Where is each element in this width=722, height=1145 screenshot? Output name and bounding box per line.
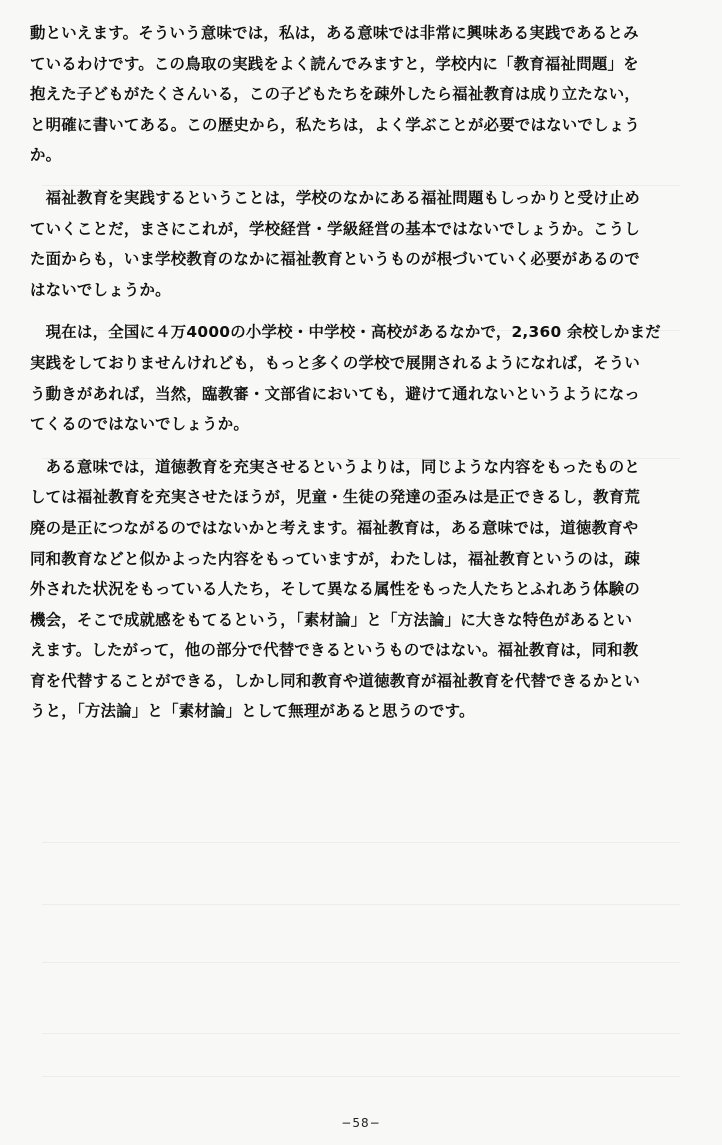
text-line: う動きがあれば，当然，臨教審・文部省においても，避けて通れないというようになっ [30, 384, 640, 403]
text-line: 抱えた子どもがたくさんいる，この子どもたちを疎外したら福祉教育は成り立たない， [30, 85, 640, 104]
text-line: 福祉教育を実践するということは，学校のなかにある福祉問題もしっかりと受け止め [30, 188, 640, 207]
paragraph-gap [30, 305, 690, 317]
paragraph-gap [30, 440, 690, 452]
text-line: 育を代替することができる，しかし同和教育や道徳教育が福祉教育を代替できるかとい [30, 671, 640, 690]
text-line: 現在は，全国に４万4000の小学校・中学校・高校があるなかで，2,360 余校しかまだ [30, 323, 661, 342]
text-line: はないでしょうか。 [30, 280, 171, 299]
document-body [30, 18, 690, 727]
text-line: ているわけです。この鳥取の実践をよく読んでみますと，学校内に「教育福祉問題」を [30, 54, 639, 73]
text-line: 動といえます。そういう意味では，私は，ある意味では非常に興味ある実践であるとみ [30, 24, 639, 42]
text-line: 機会，そこで成就感をもてるという，「素材論」と「方法論」に大きな特色があるとい [30, 610, 633, 629]
page-number: −58− [341, 1116, 381, 1130]
paragraph-gap [30, 171, 690, 183]
text-line: 実践をしておりませんけれども，もっと多くの学校で展開されるようになれば，そうい [30, 353, 640, 372]
text-line: えます。したがって，他の部分で代替できるというものではない。福祉教育は，同和教 [30, 641, 639, 660]
scan-artifact [42, 904, 680, 905]
text-line: と明確に書いてある。この歴史から，私たちは，よく学ぶことが必要ではないでしょう [30, 115, 640, 134]
text-line: 廃の是正につながるのではないかと考えます。福祉教育は，ある意味では，道徳教育や [30, 518, 639, 537]
text-line: ある意味では，道徳教育を充実させるというよりは，同じような内容をもったものと [30, 457, 640, 476]
text-line: 外された状況をもっている人たち，そして異なる属性をもった人たちとふれあう体験の [30, 580, 640, 599]
text-line: か。 [30, 146, 62, 165]
scan-artifact [42, 962, 680, 963]
text-line: うと，「方法論」と「素材論」として無理があると思うのです。 [30, 702, 475, 721]
scan-artifact [42, 842, 680, 843]
scan-artifact [42, 1033, 680, 1034]
text-line: 同和教育などと似かよった内容をもっていますが，わたしは，福祉教育というのは，疎 [30, 549, 640, 568]
scan-artifact [42, 1076, 680, 1077]
text-line: てくるのではないでしょうか。 [30, 415, 249, 434]
text-line: しては福祉教育を充実させたほうが，児童・生徒の発達の歪みは是正できるし，教育荒 [30, 488, 640, 507]
text-line: ていくことだ，まさにこれが，学校経営・学級経営の基本ではないでしょうか。こうし [30, 219, 640, 238]
text-line: た面からも，いま学校教育のなかに福祉教育というものが根づいていく必要があるので [30, 250, 640, 269]
